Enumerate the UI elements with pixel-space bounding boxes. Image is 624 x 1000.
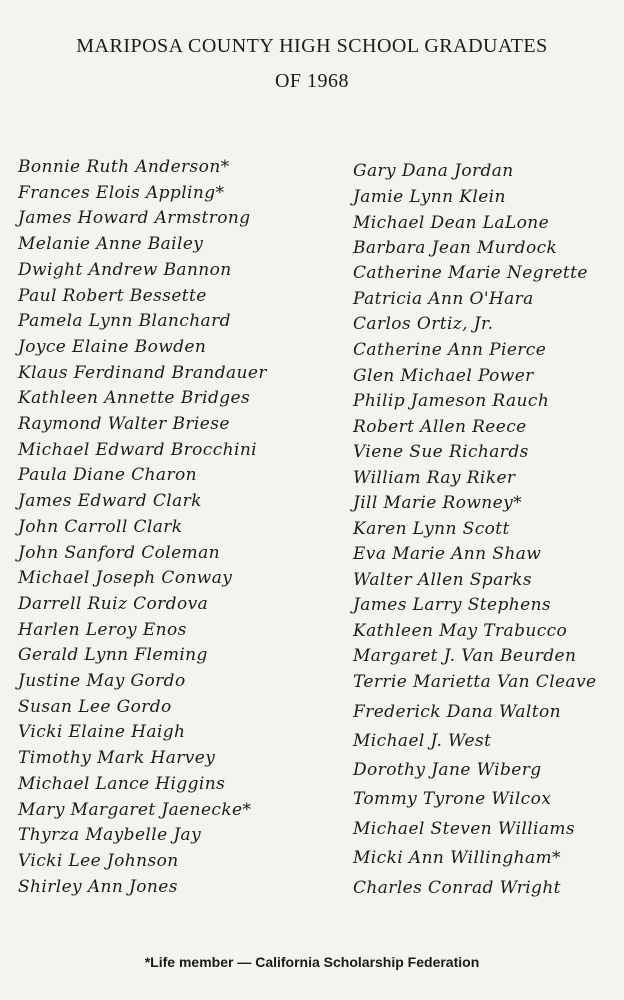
- graduate-name: Jamie Lynn Klein: [353, 187, 506, 207]
- graduate-name: William Ray Riker: [353, 468, 516, 488]
- graduate-name: James Howard Armstrong: [18, 208, 251, 228]
- graduate-name: Joyce Elaine Bowden: [18, 337, 207, 357]
- graduate-name: Bonnie Ruth Anderson*: [18, 157, 230, 177]
- graduate-name: Paul Robert Bessette: [18, 286, 207, 306]
- graduate-name: Robert Allen Reece: [353, 417, 527, 437]
- page-title: MARIPOSA COUNTY HIGH SCHOOL GRADUATES: [76, 35, 548, 57]
- graduate-name: Justine May Gordo: [18, 671, 186, 691]
- graduate-name: Kathleen Annette Bridges: [18, 388, 251, 408]
- graduate-name: Eva Marie Ann Shaw: [353, 544, 542, 564]
- graduate-name: Michael Lance Higgins: [18, 774, 226, 794]
- graduate-name: Harlen Leroy Enos: [18, 620, 187, 640]
- graduate-name: Timothy Mark Harvey: [18, 748, 216, 768]
- graduate-name: Mary Margaret Jaenecke*: [18, 800, 252, 820]
- graduate-name: Carlos Ortiz, Jr.: [353, 314, 494, 334]
- graduate-name: Terrie Marietta Van Cleave: [353, 672, 597, 692]
- graduate-name: Patricia Ann O'Hara: [353, 289, 534, 309]
- graduate-name: Susan Lee Gordo: [18, 697, 172, 717]
- graduate-name: Shirley Ann Jones: [18, 877, 178, 897]
- graduate-name: Kathleen May Trabucco: [353, 621, 568, 641]
- graduate-name: Catherine Ann Pierce: [353, 340, 547, 360]
- graduate-name: Vicki Lee Johnson: [18, 851, 179, 871]
- graduate-name: Michael Joseph Conway: [18, 568, 233, 588]
- graduate-name: Tommy Tyrone Wilcox: [353, 789, 552, 809]
- graduate-name: Dwight Andrew Bannon: [18, 260, 232, 280]
- graduate-name: Klaus Ferdinand Brandauer: [18, 363, 267, 383]
- graduate-name: Frederick Dana Walton: [353, 702, 561, 722]
- graduate-name: Michael Edward Brocchini: [18, 440, 258, 460]
- graduate-name: Darrell Ruiz Cordova: [18, 594, 209, 614]
- graduate-name: Michael Steven Williams: [353, 819, 576, 839]
- graduate-name: Micki Ann Willingham*: [353, 848, 561, 868]
- graduate-name: Viene Sue Richards: [353, 442, 529, 462]
- graduate-name: Dorothy Jane Wiberg: [353, 760, 542, 780]
- graduate-name: Charles Conrad Wright: [353, 878, 561, 898]
- graduate-name: Gary Dana Jordan: [353, 161, 514, 181]
- graduate-name: Catherine Marie Negrette: [353, 263, 588, 283]
- graduate-name: Frances Elois Appling*: [18, 183, 225, 203]
- graduate-name: Melanie Anne Bailey: [18, 234, 204, 254]
- graduate-name: Gerald Lynn Fleming: [18, 645, 208, 665]
- footnote: *Life member — California Scholarship Federation: [144, 954, 480, 970]
- graduate-name: Vicki Elaine Haigh: [18, 722, 186, 742]
- graduate-name: Paula Diane Charon: [18, 465, 197, 485]
- graduate-name: James Edward Clark: [18, 491, 202, 511]
- graduate-name: Michael J. West: [353, 731, 492, 751]
- graduate-name: Raymond Walter Briese: [18, 414, 230, 434]
- page-subtitle: OF 1968: [274, 70, 350, 92]
- graduate-name: Jill Marie Rowney*: [353, 493, 522, 513]
- graduate-name: John Sanford Coleman: [18, 543, 220, 563]
- graduate-name: Thyrza Maybelle Jay: [18, 825, 202, 845]
- graduate-name: Walter Allen Sparks: [353, 570, 532, 590]
- graduate-name: John Carroll Clark: [18, 517, 183, 537]
- graduate-name: Karen Lynn Scott: [353, 519, 510, 539]
- graduate-name: James Larry Stephens: [353, 595, 552, 615]
- graduate-name: Michael Dean LaLone: [353, 213, 550, 233]
- graduate-name: Philip Jameson Rauch: [353, 391, 550, 411]
- graduate-name: Margaret J. Van Beurden: [353, 646, 577, 666]
- graduate-name: Pamela Lynn Blanchard: [18, 311, 231, 331]
- graduate-name: Barbara Jean Murdock: [353, 238, 558, 258]
- graduate-name: Glen Michael Power: [353, 366, 534, 386]
